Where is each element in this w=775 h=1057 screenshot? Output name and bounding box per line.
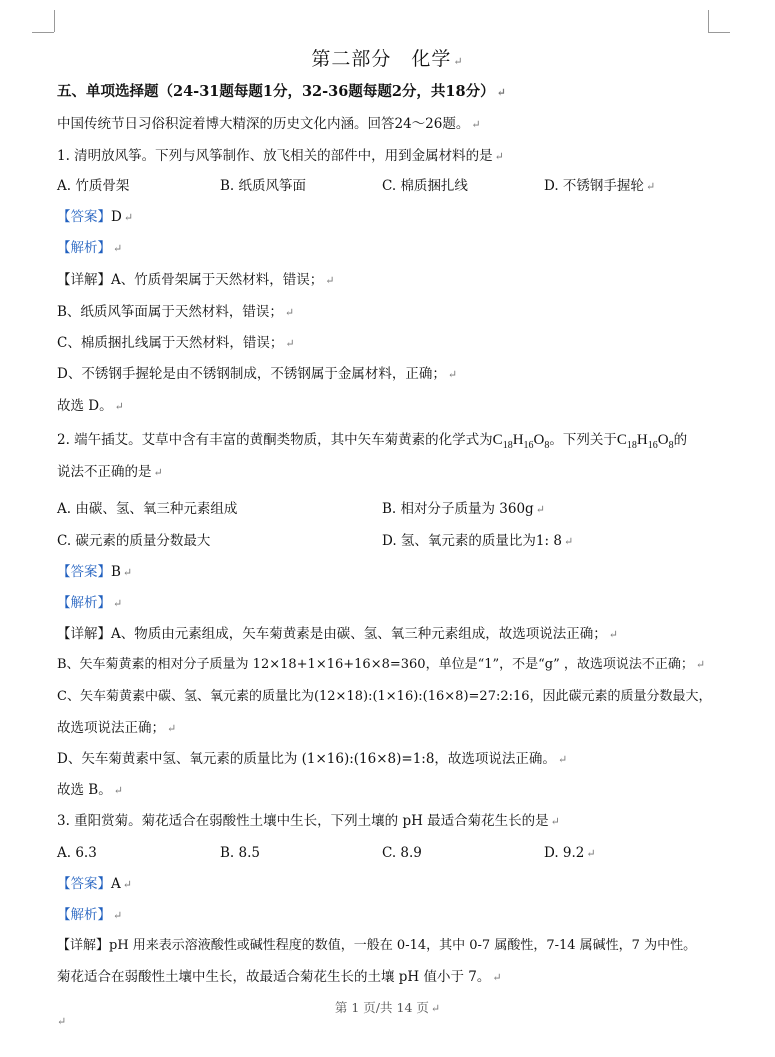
q3-option-d: D. 9.2 ↵ [544,845,596,861]
q1-option-a: A. 竹质骨架 [57,178,130,194]
q2-analysis-label: 【解析】 ↵ [57,595,123,611]
q2-option-a: A. 由碳、氢、氧三种元素组成 [57,501,238,517]
crop-mark [708,32,730,33]
q3-detail-line: 【详解】pH 用来表示溶液酸性或碱性程度的数值，一般在 0-14，其中 0-7 属酸性，7-14 属碱性，7 为中性。 [57,938,697,953]
q3-detail-line: 菊花适合在弱酸性土壤中生长，故最适合菊花生长的土壤 pH 值小于 7。 ↵ [57,969,502,985]
q3-option-b: B. 8.5 [220,845,260,861]
crop-mark [32,32,54,33]
question-2-stem-line2: 说法不正确的是 ↵ [57,464,163,480]
question-3-stem: 3. 重阳赏菊。菊花适合在弱酸性土壤中生长，下列土壤的 pH 最适合菊花生长的是 ↵ [57,813,560,829]
question-1-stem: 1. 清明放风筝。下列与风筝制作、放飞相关的部件中，用到金属材料的是 ↵ [57,148,504,164]
crop-mark [708,10,709,32]
q1-analysis-label: 【解析】 ↵ [57,240,123,256]
intro-text: 中国传统节日习俗积淀着博大精深的历史文化内涵。回答24～26题。 ↵ [57,116,481,132]
q3-option-a: A. 6.3 [57,845,97,861]
section-header: 五、单项选择题（24-31题每题1分，32-36题每题2分，共18分） ↵ [57,83,506,100]
q3-answer: 【答案】A ↵ [57,876,132,892]
crop-mark [54,10,55,32]
q2-detail-line: D、矢车菊黄素中氢、氧元素的质量比为 (1×16):(16×8)=1:8，故选项说法正确。 ↵ [57,751,568,767]
question-2-stem: 2. 端午插艾。艾草中含有丰富的黄酮类物质，其中矢车菊黄素的化学式为$C_{18}H_{16}O_8$。下列关于$C_{18}H_{16}O_8$的 [57,432,688,451]
q1-option-d: D. 不锈钢手握轮 ↵ [544,178,656,194]
chemical-formula: $C_{18}H_{16}O_8$ [616,432,674,451]
q2-option-b: B. 相对分子质量为 360g ↵ [382,501,545,517]
q1-option-b: B. 纸质风筝面 [220,178,307,194]
q1-answer: 【答案】D ↵ [57,209,134,225]
q1-detail-line: D、不锈钢手握轮是由不锈钢制成，不锈钢属于金属材料，正确； ↵ [57,366,458,382]
q1-detail-line: 故选 D。 ↵ [57,398,124,414]
q1-detail-line: C、棉质捆扎线属于天然材料，错误； ↵ [57,335,295,351]
q3-analysis-label: 【解析】 ↵ [57,907,123,923]
q2-option-c: C. 碳元素的质量分数最大 [57,533,211,549]
q2-detail-line: 【详解】A、物质由元素组成，矢车菊黄素是由碳、氢、氧三种元素组成，故选项说法正确； ↵ [57,626,618,642]
q2-detail-line: C、矢车菊黄素中碳、氢、氧元素的质量比为(12×18):(1×16):(16×8)=27:2:16，因此碳元素的质量分数最大， [57,689,712,704]
q2-detail-line: 故选项说法正确； ↵ [57,720,177,736]
page-footer: 第 1 页/共 14 页 ↵ [334,1000,441,1015]
q1-detail-line: B、纸质风筝面属于天然材料，错误； ↵ [57,304,295,320]
paragraph-mark: ↵ [57,1015,67,1028]
q1-option-c: C. 棉质捆扎线 [382,178,468,194]
q2-detail-line: 故选 B。 ↵ [57,782,123,798]
q1-detail-line: 【详解】A、竹质骨架属于天然材料，错误； ↵ [57,272,335,288]
page-title: 第二部分 化学 ↵ [311,48,464,70]
q2-detail-line: B、矢车菊黄素的相对分子质量为 12×18+1×16+16×8=360，单位是“1”，不是“g” ，故选项说法不正确； ↵ [57,657,706,672]
q2-answer: 【答案】B ↵ [57,564,133,580]
q2-option-d: D. 氢、氧元素的质量比为1: 8 ↵ [382,533,574,549]
chemical-formula: $C_{18}H_{16}O_8$ [492,432,550,451]
q3-option-c: C. 8.9 [382,845,422,861]
